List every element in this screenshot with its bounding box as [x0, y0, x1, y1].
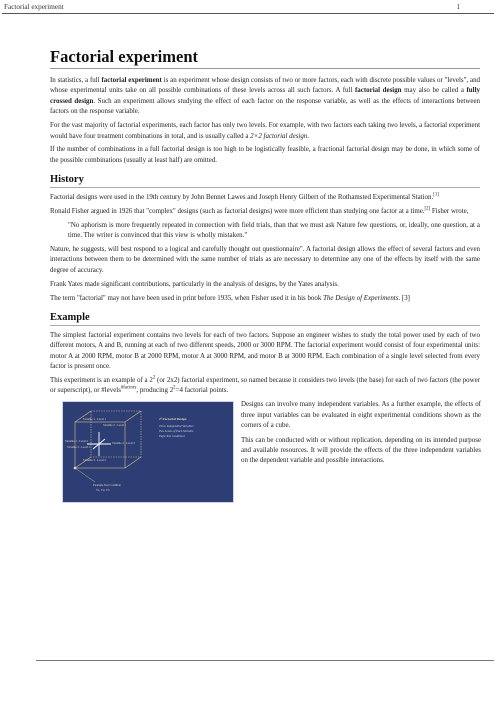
text-span: Ronald Fisher argued in 1926 that "complex" designs (such as factorial designs) were more efficient than studying one factor at a time.	[50, 207, 425, 216]
footer-rule	[36, 660, 494, 661]
figure-side-text	[241, 399, 481, 469]
variable-label: Variable 1 - Level 2	[65, 439, 88, 444]
variable-label: Variable 2 - Level 1	[103, 423, 126, 428]
text-span: , producing 2	[136, 386, 174, 395]
example-condition-label: V1, V2, V3	[96, 488, 110, 493]
italic-term-2x2-design: 2×2 factorial design	[250, 131, 308, 140]
history-paragraph-2	[50, 206, 480, 216]
bold-term-factorial-experiment: factorial experiment	[101, 76, 162, 84]
superscript: 2	[152, 375, 156, 381]
text-span: In statistics, a full	[50, 76, 102, 84]
text-span: For the vast majority of factorial experiments, each factor has only two levels. For example, with two factors each taking two levels, a factorial experiment would have four treatment combinations in total, and is usually called a	[50, 121, 480, 140]
text-span: is an experiment whose design consists of two or more factors, each with discrete possible values or "levels", and whose experimental units take on all possible combinations of these levels across all such factors. A full	[50, 76, 481, 95]
header-rule	[2, 13, 494, 14]
variable-label: Variable 1 - Level 1	[83, 417, 106, 422]
superscript: 2	[173, 386, 176, 392]
variable-label: Variable 3 - Level 2	[83, 458, 106, 463]
article-body	[50, 75, 480, 529]
example-rule	[50, 325, 480, 326]
citation-link[interactable]: [2]	[424, 206, 431, 212]
text-span: The term "factorial" may not have been used in print before 1935, when Fisher used it in his book	[50, 293, 324, 302]
running-header	[0, 0, 496, 16]
history-paragraph-3: Nature, he suggests, will best respond to a logical and carefully thought out questionnaire". A factorial design allows the effect of several factors and even interactions between them to be determined with the same number of trials as are necessary to determine any one of the effects by itself with the same degree of accuracy.	[50, 244, 480, 274]
superscript: #factors	[120, 386, 137, 392]
history-paragraph-5	[50, 293, 480, 303]
example-condition-label: Example Test Condition	[93, 483, 122, 488]
text-span: Fisher wrote,	[430, 207, 469, 216]
text-span: Factorial designs were used in the 19th century by John Bennet Lawes and Joseph Henry Gilbert of the Rothamsted Experimental Station.	[50, 193, 434, 202]
figure-title: 2³ Factorial Design	[159, 417, 187, 422]
variable-label: Variable 2 - Level 2	[112, 441, 135, 446]
bold-term-factorial-design: factorial design	[355, 86, 402, 95]
variable-label: Variable 3 - Level 1	[67, 445, 90, 450]
factorial-cube-figure	[62, 401, 234, 503]
fisher-quote: "No aphorism is more frequently repeated in connection with field trials, than that we must ask Nature few questions, or, ideally, one question, at a time. The writer is convinced that this view is wholly mistaken."	[68, 221, 480, 240]
citation-link[interactable]: [1]	[433, 192, 439, 198]
article-content	[36, 22, 481, 529]
figure-note-line: Three Independent Variables	[159, 424, 194, 429]
figure-wrap	[50, 399, 480, 529]
example-paragraph-4: This can be conducted with or without replication, depending on its intended purpose and available resources. It will provide the effects of the three independent variables on the dependent variable and possible interactions.	[241, 435, 481, 465]
figure-note-line: Eight Test Conditions	[159, 434, 185, 439]
figure-note-line: Two Levels of Each Variable	[159, 429, 194, 434]
example-paragraph-3: Designs can involve many independent variables. As a further example, the effects of three input variables can be evaluated in eight experimental conditions shown as the corners of a cube.	[241, 400, 481, 430]
history-paragraph-4: Frank Yates made significant contributions, particularly in the analysis of designs, by the Yates analysis.	[50, 279, 339, 288]
text-span: .	[307, 131, 310, 140]
example-paragraph-2	[50, 375, 480, 396]
running-title: Factorial experiment	[4, 3, 64, 11]
text-span: =4 factorial points.	[175, 386, 229, 395]
intro-paragraph-2	[50, 120, 480, 141]
text-span: may also be called a	[401, 86, 467, 95]
intro-paragraph-3: If the number of combinations in a full factorial design is too high to be logistically feasible, a fractional factorial design may be done, in which some of the possible combinations (usually at least half) are omitted.	[50, 145, 480, 164]
article-title: Factorial experiment	[50, 47, 198, 66]
book-title: The Design of Experiments	[323, 293, 399, 302]
intro-paragraph-1	[50, 75, 480, 117]
page-number: 1	[456, 3, 460, 11]
history-heading: History	[50, 174, 84, 186]
text-span: (or 2x2) factorial experiment, so named because it considers two levels (the base) for each of two factors (the power or superscript), or #levels	[50, 376, 481, 395]
history-paragraph-1	[50, 192, 480, 202]
text-span: . Such an experiment allows studying the effect of each factor on the response variable, as well as the effects of interactions between factors on the response variable.	[50, 96, 480, 116]
example-paragraph-1: The simplest factorial experiment contains two levels for each of two factors. Suppose an engineer wishes to study the total power used by each of two different motors, A and B, running at each of two different speeds, 2000 or 3000 RPM. The factorial experiment would consist of four experimental units: motor A at 2000 RPM, motor B at 2000 RPM, motor A at 3000 RPM, and motor B at 3000 RPM. Each combination of a single level selected from every factor is present once.	[50, 330, 480, 371]
example-heading: Example	[50, 311, 90, 323]
history-rule	[50, 187, 480, 188]
cube-diagram	[63, 402, 233, 502]
bold-term-fully-crossed-design: fully crossed design	[50, 86, 480, 105]
text-span: . [3]	[398, 293, 410, 302]
title-rule	[50, 68, 480, 69]
text-span: This experiment is an example of a 2	[50, 376, 153, 385]
